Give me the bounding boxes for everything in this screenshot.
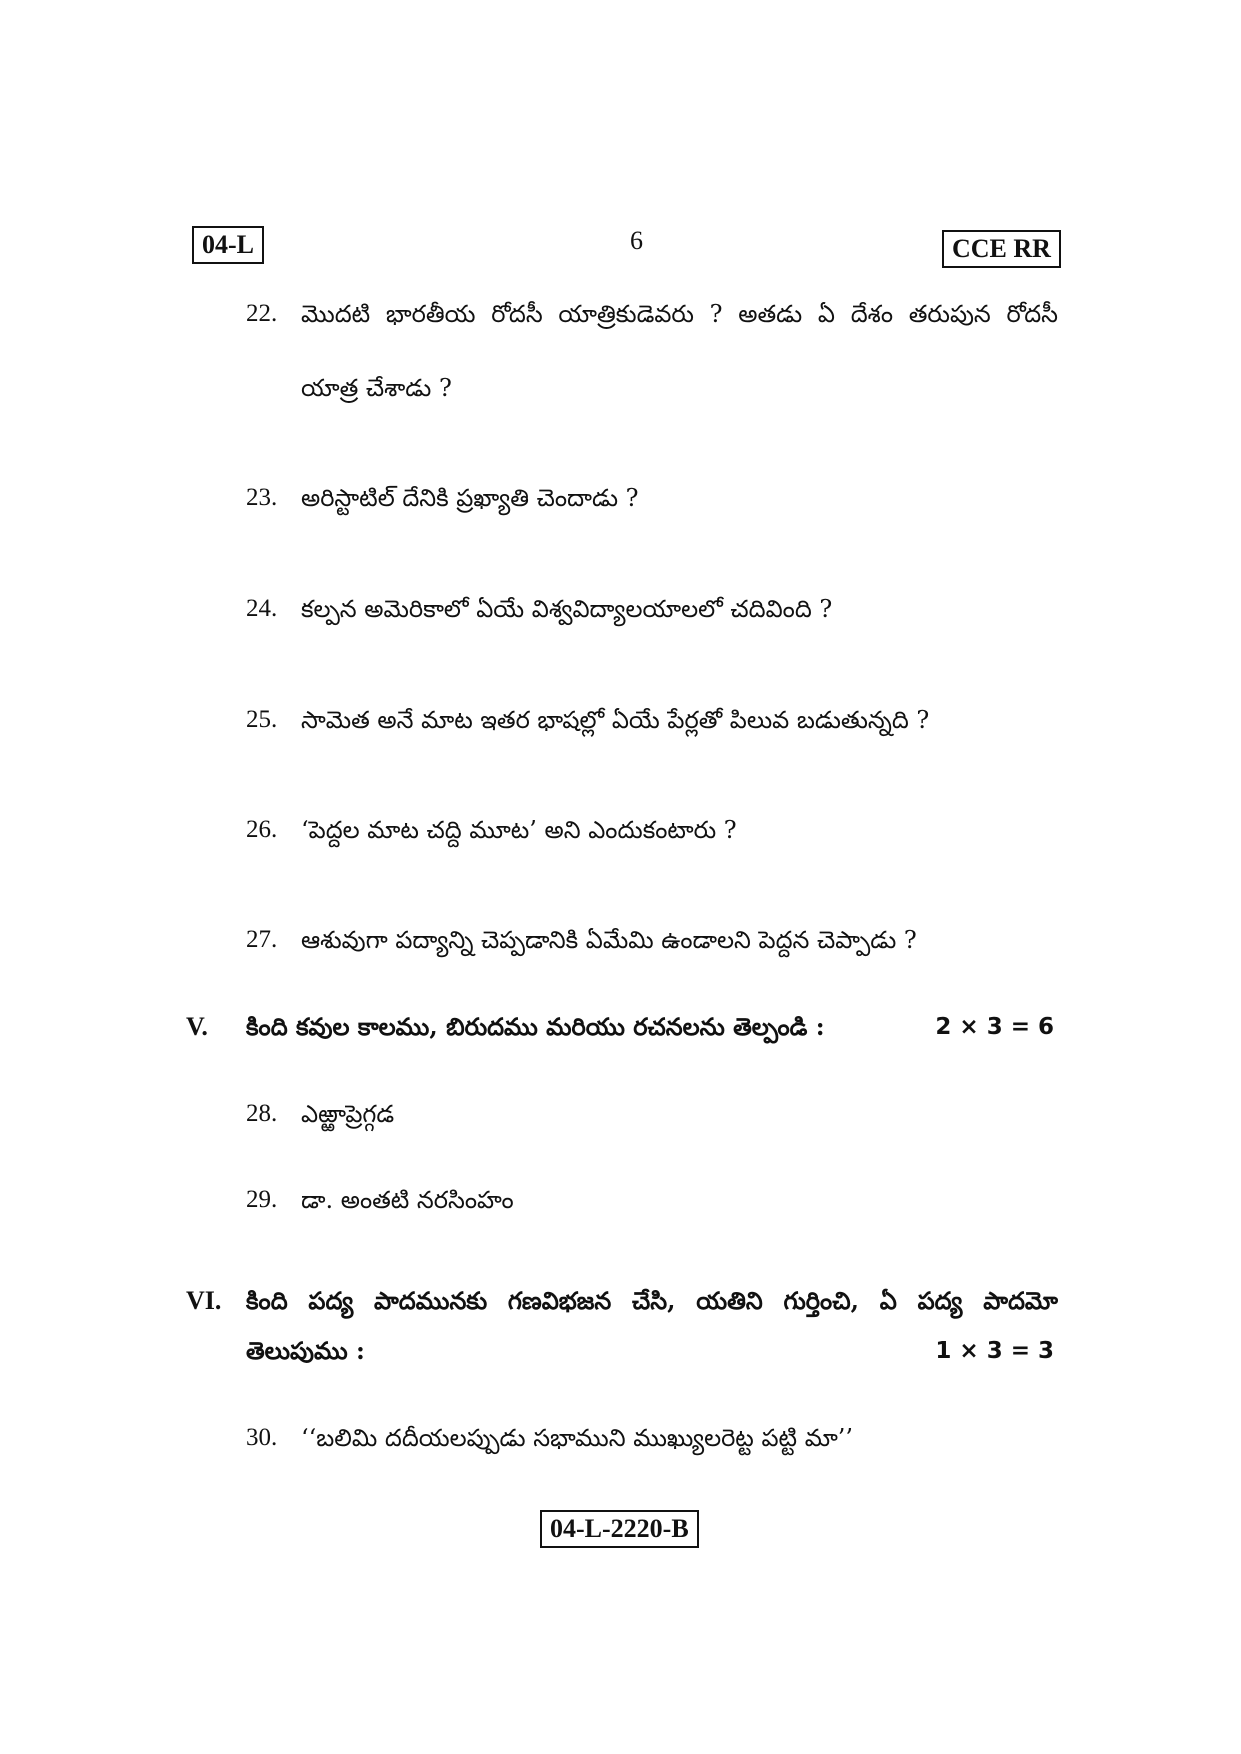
question-number: 26. (246, 816, 278, 843)
question-29 (246, 1186, 1058, 1226)
footer-code: 04-L-2220-B (540, 1510, 699, 1548)
question-text: ‘‘బలిమి దదీయలప్పుడు సభాముని ముఖ్యులరెట్ట పట్టి మా’’ (301, 1424, 854, 1452)
question-27 (246, 926, 1058, 966)
question-30 (246, 1424, 1058, 1464)
question-28 (246, 1100, 1058, 1140)
question-25 (246, 706, 1058, 746)
section-vi-title-continued: తెలుపుము : (246, 1336, 365, 1365)
section-v-title: కింది కవుల కాలము, బిరుదము మరియు రచనలను తెల్పండి : (246, 1012, 825, 1041)
section-vi-title: కింది పద్య పాదమునకు గణవిభజన చేసి, యతిని గుర్తించి, ఏ పద్య పాదమో (246, 1286, 1058, 1315)
question-number: 30. (246, 1424, 278, 1451)
section-vi-marks: 1 × 3 = 3 (935, 1338, 1054, 1364)
question-22-continued: యాత్ర చేశాడు ? (301, 374, 452, 402)
question-number: 25. (246, 706, 278, 733)
question-26 (246, 816, 1058, 856)
section-v-marks: 2 × 3 = 6 (935, 1014, 1054, 1040)
question-24 (246, 595, 1058, 635)
question-number: 27. (246, 926, 278, 953)
section-vi-number: VI. (186, 1286, 222, 1315)
question-number: 28. (246, 1100, 278, 1127)
question-text: అరిస్టాటిల్ దేనికి ప్రఖ్యాతి చెందాడు ? (301, 484, 639, 512)
question-text: ‘పెద్దల మాట చద్ది మూట’ అని ఎందుకంటారు ? (301, 816, 737, 844)
question-text: కల్పన అమెరికాలో ఏయే విశ్వవిద్యాలయాలలో చదివింది ? (301, 595, 833, 623)
question-number: 29. (246, 1186, 278, 1213)
question-text: ఆశువుగా పద్యాన్ని చెప్పడానికి ఏమేమి ఉండాలని పెద్దన చెప్పాడు ? (301, 926, 917, 954)
question-text: డా. అంతటి నరసింహం (301, 1186, 514, 1214)
question-number: 23. (246, 484, 278, 511)
question-number: 22. (246, 300, 278, 327)
question-22 (246, 300, 1058, 340)
question-text: సామెత అనే మాట ఇతర భాషల్లో ఏయే పేర్లతో పిలువ బడుతున్నది ? (301, 706, 930, 734)
header-left-code: 04-L (192, 226, 264, 264)
question-text: ఎఱ్ఱాప్రెగ్గడ (301, 1100, 395, 1128)
page-number: 6 (630, 226, 643, 255)
question-number: 24. (246, 595, 278, 622)
question-23 (246, 484, 1058, 524)
section-v-number: V. (186, 1012, 208, 1041)
question-text: మొదటి భారతీయ రోదసీ యాత్రికుడెవరు ? అతడు ఏ దేశం తరుపున రోదసీ (301, 300, 1058, 328)
header-right-code: CCE RR (942, 230, 1061, 268)
